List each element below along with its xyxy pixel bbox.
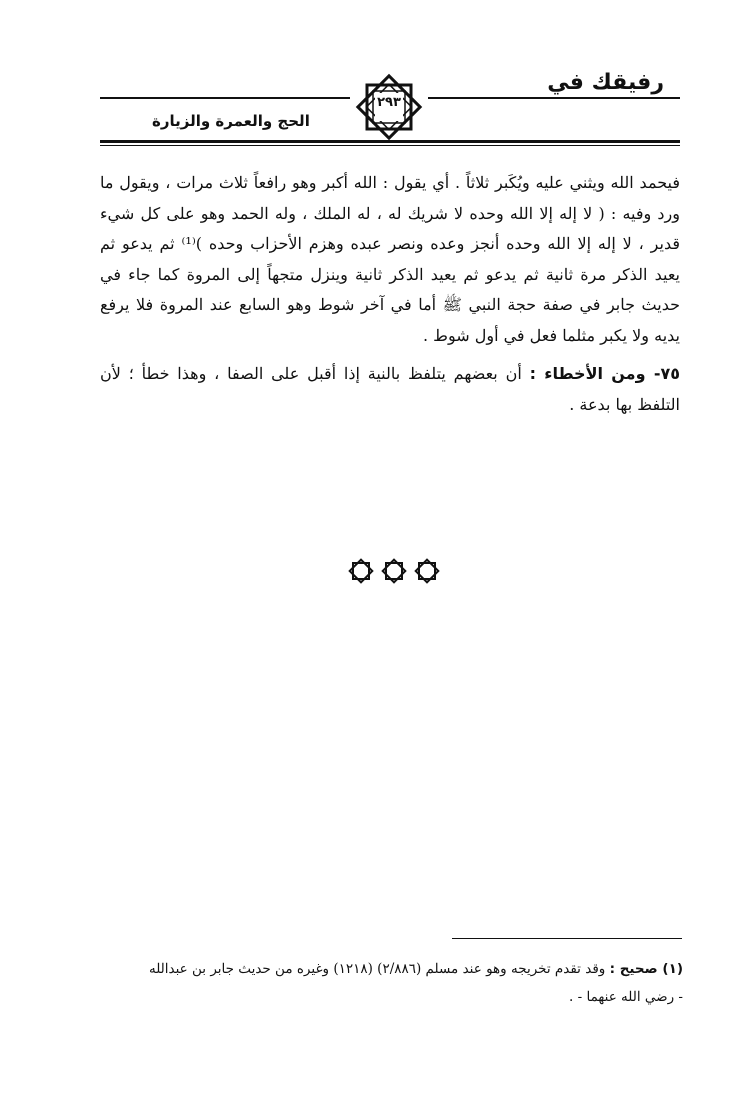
footnote-text-1: وقد تقدم تخريجه وهو عند مسلم (٢/٨٨٦) (١٢١٨) وغيره من حديث جابر بن عبدالله [148, 961, 610, 977]
book-title: رفيقك في [547, 70, 664, 95]
book-subtitle: الحج والعمرة والزيارة [152, 112, 310, 130]
footnote-line-2: - رضي الله عنهما - . [569, 989, 683, 1005]
paragraph-2 [100, 359, 680, 420]
paragraph-1: فيحمد الله ويثني عليه ويُكَبر ثلاثاً . أي يقول : الله أكبر وهو رافعاً ثلاث مرات ، ويقول ما ورد وفيه : ( لا إله إلا الله وحده لا شريك له ، له الملك ، وله الحمد وهو على كل شيء قدير ، لا إله إلا الله وحده أنجز وعده ونصر عبده وهزم الأحزاب وحده )⁽¹⁾ ثم يدعو ثم يعيد الذكر مرة ثانية ثم يدعو ثم يعيد الذكر ثانية وينزل متجهاً إلى المروة كما جاء في حديث جابر في صفة حجة النبي ﷺ أما في آخر شوط وهو السابع عند المروة فلا يرفع يديه ولا يكبر مثلما فعل في أول شوط . [100, 173, 681, 345]
section-end-ornament-icon [346, 556, 442, 586]
footnote-label: (١) صحيح : [609, 961, 683, 977]
point-number-label: ٧٥- ومن الأخطاء : [529, 364, 680, 383]
footnote [95, 955, 683, 1011]
header-rule-bottom-thin [100, 145, 680, 146]
main-text [100, 168, 680, 420]
footnote-line-1 [95, 955, 683, 983]
page-number: ٢٩٣ [377, 95, 401, 110]
header-rule-left [100, 97, 350, 99]
header-rule-bottom [100, 140, 680, 143]
paragraph-2-text: أن بعضهم يتلفظ بالنية إذا أقبل على الصفا ، وهذا خطأ ؛ لأن التلفظ بها بدعة . [100, 364, 680, 414]
footnote-rule [452, 938, 682, 939]
header-rule-right [428, 97, 680, 99]
